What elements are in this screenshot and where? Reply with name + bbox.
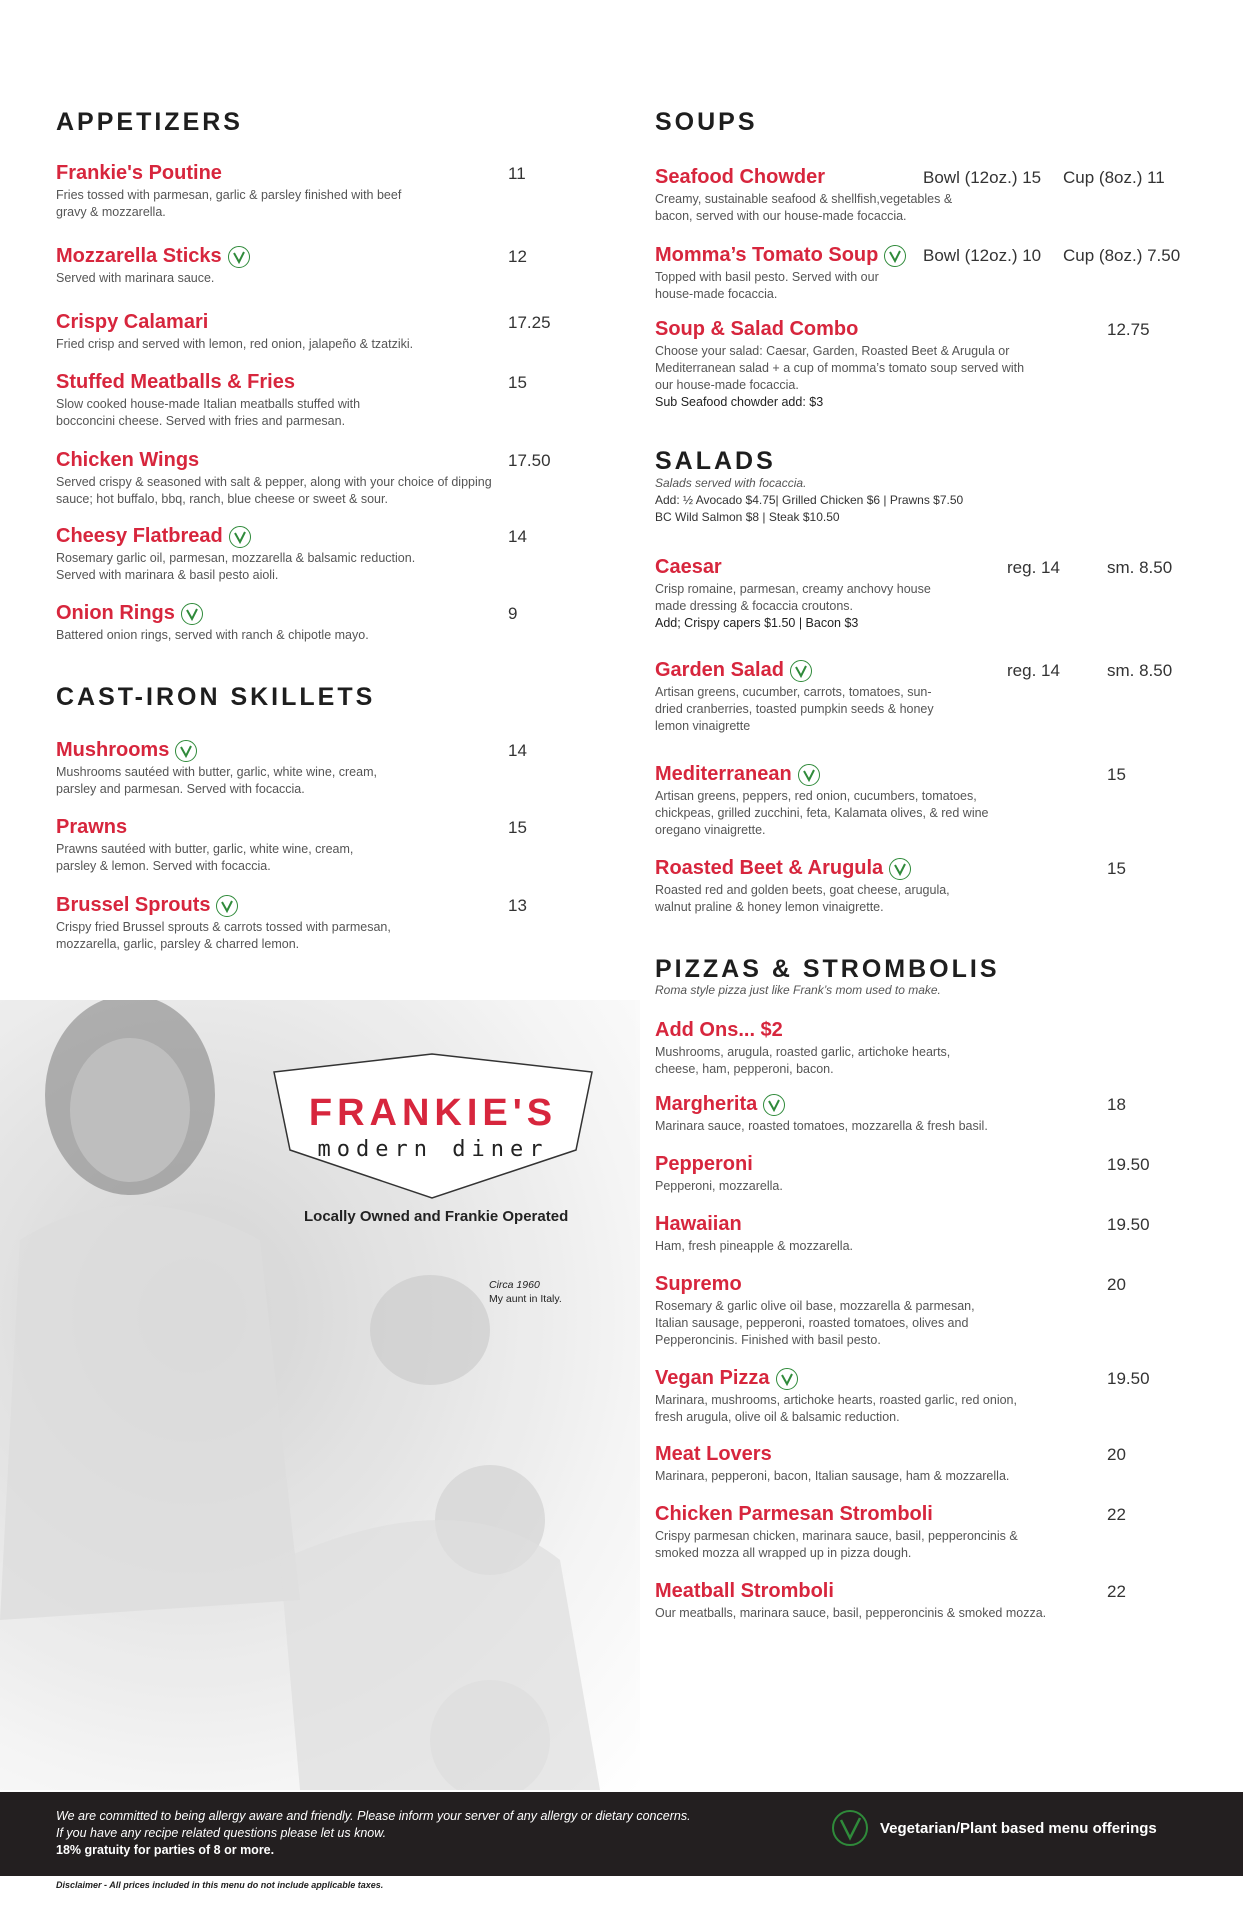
item-price: Cup (8oz.) 11: [1063, 168, 1165, 187]
menu-item: [56, 311, 576, 353]
item-price: 19.50: [1107, 1369, 1150, 1388]
legend-label: Vegetarian/Plant based menu offerings: [880, 1819, 1157, 1837]
item-price: Cup (8oz.) 7.50: [1063, 246, 1181, 265]
item-description: Slow cooked house-made Italian meatballs stuffed with bocconcini cheese. Served with fries and parmesan.: [56, 397, 361, 428]
menu-item: [655, 763, 1215, 839]
item-price: sm. 8.50: [1107, 661, 1173, 680]
item-description: Rosemary & garlic olive oil base, mozzarella & parmesan, Italian sausage, pepperoni, roasted tomatoes, olives and Pepperoncinis. Finished with basil pesto.: [655, 1299, 975, 1347]
item-name: Chicken Wings: [56, 449, 200, 471]
menu-item: [655, 1093, 1215, 1135]
appetizers-title: APPETIZERS: [56, 108, 243, 136]
tagline: Locally Owned and Frankie Operated: [304, 1208, 569, 1225]
item-name: Add Ons... $2: [655, 1019, 783, 1041]
menu-item: [655, 1273, 1215, 1349]
item-price: 13: [508, 896, 527, 915]
menu-item: [655, 1213, 1215, 1255]
item-price: 12.75: [1107, 320, 1150, 339]
item-price: 15: [508, 818, 527, 837]
item-price: 11: [508, 164, 526, 183]
menu-item: [655, 1580, 1215, 1622]
salads-note: BC Wild Salmon $8 | Steak $10.50: [655, 510, 840, 524]
item-description: Roasted red and golden beets, goat cheese, arugula, walnut praline & honey lemon vinaigrette.: [655, 883, 950, 914]
item-description: Artisan greens, peppers, red onion, cucumbers, tomatoes, chickpeas, grilled zucchini, feta, Kalamata olives, & red wine oregano vinaigrette.: [655, 789, 989, 837]
item-description: Served crispy & seasoned with salt & pepper, along with your choice of dipping sauce; hot buffalo, bbq, ranch, blue cheese or sweet & sour.: [56, 475, 492, 506]
logo: [272, 1052, 594, 1200]
item-description: Topped with basil pesto. Served with our house-made focaccia.: [655, 270, 879, 301]
item-description: Crispy fried Brussel sprouts & carrots tossed with parmesan, mozzarella, garlic, parsley & charred lemon.: [56, 920, 391, 951]
item-price: reg. 14: [1007, 661, 1060, 680]
vegetarian-icon: [776, 1368, 798, 1390]
menu-item: [655, 556, 1215, 632]
item-name: Hawaiian: [655, 1213, 742, 1235]
item-description: Marinara, mushrooms, artichoke hearts, roasted garlic, red onion, fresh arugula, olive oil & balsamic reduction.: [655, 1393, 1017, 1424]
menu-item: [655, 1443, 1215, 1485]
item-description: Mushrooms sautéed with butter, garlic, white wine, cream, parsley and parmesan. Served with focaccia.: [56, 765, 377, 796]
salads-note: Add: ½ Avocado $4.75| Grilled Chicken $6 | Prawns $7.50: [655, 493, 964, 507]
item-description: Prawns sautéed with butter, garlic, white wine, cream, parsley & lemon. Served with focaccia.: [56, 842, 354, 873]
veg-legend: [832, 1810, 1157, 1846]
item-description: Marinara sauce, roasted tomatoes, mozzarella & fresh basil.: [655, 1119, 988, 1133]
item-price: 15: [508, 373, 527, 392]
item-description: Fries tossed with parmesan, garlic & parsley finished with beef gravy & mozzarella.: [56, 188, 402, 219]
item-name: Garden Salad: [655, 659, 784, 681]
item-description: Battered onion rings, served with ranch & chipotle mayo.: [56, 628, 369, 642]
item-name: Onion Rings: [56, 602, 175, 624]
vegetarian-icon: [798, 764, 820, 786]
menu-item: [56, 245, 576, 287]
item-name: Meatball Stromboli: [655, 1580, 834, 1602]
item-name: Stuffed Meatballs & Fries: [56, 371, 295, 393]
vegetarian-icon: [763, 1094, 785, 1116]
vegetarian-icon: [181, 603, 203, 625]
disclaimer: Disclaimer - All prices included in this menu do not include applicable taxes.: [56, 1880, 384, 1890]
skillets-title: CAST-IRON SKILLETS: [56, 683, 376, 711]
item-price: 12: [508, 247, 527, 266]
vegetarian-icon: [889, 858, 911, 880]
item-price: 18: [1107, 1095, 1126, 1114]
item-name: Mediterranean: [655, 763, 792, 785]
menu-item: [655, 1367, 1215, 1426]
item-price: sm. 8.50: [1107, 558, 1173, 577]
menu-item: [655, 244, 1215, 303]
item-name: Supremo: [655, 1273, 742, 1295]
menu-item: [56, 894, 576, 953]
item-name: Brussel Sprouts: [56, 894, 211, 916]
salads-title: SALADS: [655, 447, 776, 475]
item-description: Served with marinara sauce.: [56, 271, 215, 285]
item-price: reg. 14: [1007, 558, 1060, 577]
menu-item: [655, 857, 1215, 916]
item-description: Mushrooms, arugula, roasted garlic, artichoke hearts, cheese, ham, pepperoni, bacon.: [655, 1045, 951, 1076]
vegetarian-icon: [228, 246, 250, 268]
item-price: Bowl (12oz.) 15: [923, 168, 1042, 187]
item-price: 9: [508, 604, 518, 623]
soups-title: SOUPS: [655, 108, 758, 136]
item-price: Bowl (12oz.) 10: [923, 246, 1042, 265]
item-name: Frankie's Poutine: [56, 162, 222, 184]
menu-item: [56, 816, 576, 875]
item-price: 17.25: [508, 313, 551, 332]
pizzas-title: PIZZAS & STROMBOLIS: [655, 955, 1000, 983]
item-price: 14: [508, 741, 527, 760]
footer-line: If you have any recipe related questions please let us know.: [56, 1826, 387, 1840]
item-description: Crispy parmesan chicken, marinara sauce, basil, pepperoncinis & smoked mozza all wrapped up in pizza dough.: [655, 1529, 1018, 1560]
item-price: 15: [1107, 859, 1126, 878]
menu-item: [655, 1503, 1215, 1562]
item-description: Choose your salad: Caesar, Garden, Roasted Beet & Arugula or Mediterranean salad + a cup of momma’s tomato soup served with our house-made focaccia.: [655, 344, 1025, 392]
item-name: Mushrooms: [56, 739, 170, 761]
item-description: Creamy, sustainable seafood & shellfish,vegetables & bacon, served with our house-made focaccia.: [655, 192, 953, 223]
footer-notice: [56, 1808, 691, 1859]
item-extra: Sub Seafood chowder add: $3: [655, 395, 824, 409]
item-price: 22: [1107, 1505, 1126, 1524]
item-description: Ham, fresh pineapple & mozzarella.: [655, 1239, 854, 1253]
item-name: Pepperoni: [655, 1153, 753, 1175]
item-price: 22: [1107, 1582, 1126, 1601]
menu-item: [655, 659, 1215, 735]
menu-item: [56, 602, 576, 644]
footer-line: We are committed to being allergy aware and friendly. Please inform your server of any allergy or dietary concerns.: [56, 1809, 691, 1823]
item-price: 17.50: [508, 451, 551, 470]
item-description: Crisp romaine, parmesan, creamy anchovy house made dressing & focaccia croutons.: [655, 582, 931, 613]
item-name: Soup & Salad Combo: [655, 318, 859, 340]
caption-line: Circa 1960: [489, 1279, 540, 1291]
logo-subtitle: modern diner: [317, 1137, 549, 1162]
pizzas-subtitle: Roma style pizza just like Frank’s mom used to make.: [655, 983, 941, 997]
item-extra: Add; Crispy capers $1.50 | Bacon $3: [655, 616, 859, 630]
logo-title: FRANKIE'S: [308, 1092, 558, 1134]
vegetarian-icon: [175, 740, 197, 762]
vegetarian-icon: [229, 526, 251, 548]
item-description: Marinara, pepperoni, bacon, Italian sausage, ham & mozzarella.: [655, 1469, 1010, 1483]
salads-subtitle: Salads served with focaccia.: [655, 476, 807, 490]
item-name: Mozzarella Sticks: [56, 245, 222, 267]
menu-item: [655, 318, 1215, 411]
item-name: Seafood Chowder: [655, 166, 826, 188]
vegetarian-icon: [884, 245, 906, 267]
item-name: Margherita: [655, 1093, 758, 1115]
vegetarian-icon: [790, 660, 812, 682]
item-description: Fried crisp and served with lemon, red onion, jalapeño & tzatziki.: [56, 337, 414, 351]
item-name: Caesar: [655, 556, 722, 578]
vegetarian-icon: [216, 895, 238, 917]
photo-caption: [489, 1278, 562, 1306]
footer-line: 18% gratuity for parties of 8 or more.: [56, 1843, 275, 1857]
item-description: Our meatballs, marinara sauce, basil, pepperoncinis & smoked mozza.: [655, 1606, 1047, 1620]
item-price: 20: [1107, 1445, 1126, 1464]
menu-item: [56, 449, 576, 508]
item-price: 19.50: [1107, 1215, 1150, 1234]
menu-item: [56, 525, 576, 584]
item-name: Crispy Calamari: [56, 311, 209, 333]
item-description: Rosemary garlic oil, parmesan, mozzarella & balsamic reduction. Served with marinara & basil pesto aioli.: [56, 551, 416, 582]
item-name: Vegan Pizza: [655, 1367, 770, 1389]
menu-item: [56, 739, 576, 798]
item-name: Prawns: [56, 816, 128, 838]
item-name: Cheesy Flatbread: [56, 525, 223, 547]
item-name: Roasted Beet & Arugula: [655, 857, 884, 879]
item-name: Chicken Parmesan Stromboli: [655, 1503, 933, 1525]
item-price: 14: [508, 527, 527, 546]
item-price: 20: [1107, 1275, 1126, 1294]
menu-item: [655, 1153, 1215, 1195]
item-price: 19.50: [1107, 1155, 1150, 1174]
menu-item: [655, 166, 1215, 225]
caption-line: My aunt in Italy.: [489, 1293, 562, 1305]
item-price: 15: [1107, 765, 1126, 784]
footer: [0, 1792, 1243, 1876]
item-description: Artisan greens, cucumber, carrots, tomatoes, sun-dried cranberries, toasted pumpkin seeds & honey lemon vinaigrette: [655, 685, 934, 733]
item-description: Pepperoni, mozzarella.: [655, 1179, 783, 1193]
item-name: Momma’s Tomato Soup: [655, 244, 879, 266]
vegetarian-icon: [832, 1810, 868, 1846]
menu-item: [655, 1019, 1215, 1078]
item-name: Meat Lovers: [655, 1443, 772, 1465]
menu-item: [56, 371, 576, 430]
menu-item: [56, 162, 576, 221]
